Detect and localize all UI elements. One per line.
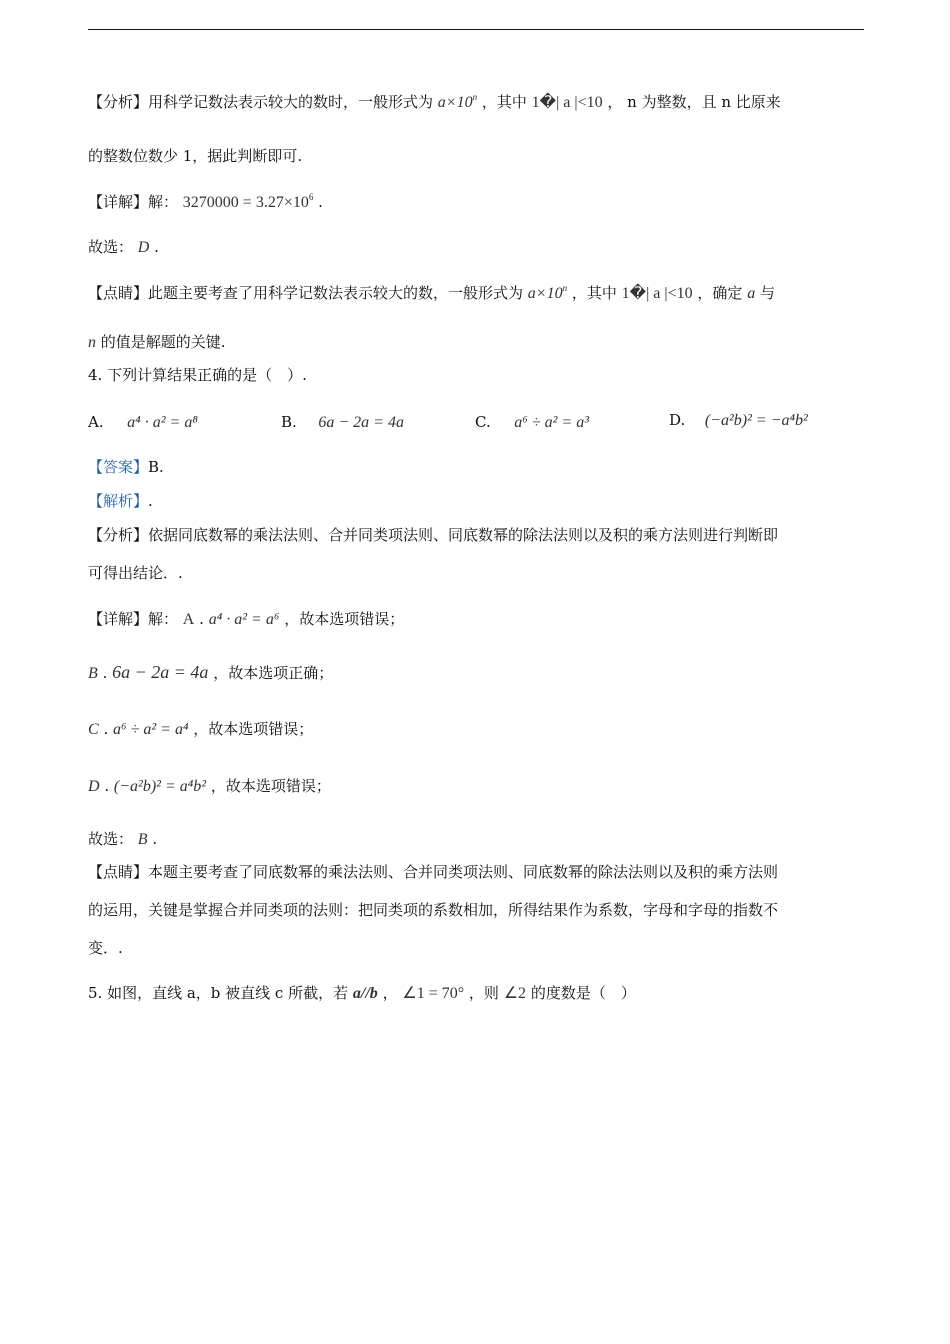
option-c-label: C. xyxy=(475,413,491,431)
q4-detail-d: D . (−a²b)² = a⁴b² ，故本选项错误； xyxy=(88,777,331,795)
detail-b-text: ，故本选项正确； xyxy=(213,664,334,682)
detail-a-text: ，故本选项错误； xyxy=(284,610,405,628)
tip-text: 【点睛】此题主要考查了用科学记数法表示较大的数，一般形式为 xyxy=(88,284,524,302)
detail-a-expr: a⁴ · a² = a⁶ xyxy=(208,611,280,628)
formula-a: a xyxy=(747,285,756,302)
tip-line-2-text: 的值是解题的关键. xyxy=(100,333,226,351)
detail-line xyxy=(88,192,323,213)
analysis-text: 【分析】用科学记数法表示较大的数时，一般形式为 xyxy=(88,93,434,111)
tip-line-1 xyxy=(88,283,775,304)
detail-c-expr: a⁶ ÷ a² = a⁴ xyxy=(113,721,189,738)
formula-abs-a-range: 1�| a |<10 xyxy=(531,94,603,111)
analysis-label-post: . xyxy=(148,492,153,510)
detail-b-expr: 6a − 2a = 4a xyxy=(112,662,209,682)
option-d xyxy=(669,410,808,431)
detail-post: . xyxy=(318,193,323,211)
choose-post: . xyxy=(154,238,159,256)
option-a-expr: a⁴ · a² = a⁸ xyxy=(127,414,198,431)
formula-a-times-10n: $a\times 10^n$ xyxy=(437,92,478,111)
tip-mid2: ，确定 xyxy=(697,284,743,302)
q4-analysis-line-1: 【分析】依据同底数幂的乘法法则、合并同类项法则、同底数幂的除法法则以及积的乘方法则进行判断即 xyxy=(88,526,779,544)
formula-scientific: $3270000 = 3.27\times 10^6$ xyxy=(182,192,314,211)
q4-tip-line-1: 【点睛】本题主要考查了同底数幂的乘法法则、合并同类项法则、同底数幂的除法法则以及积的乘方法则 xyxy=(88,863,779,881)
option-d-label: D. xyxy=(669,411,686,429)
option-b xyxy=(281,412,404,433)
q5-post: 的度数是（ ） xyxy=(530,984,636,1002)
option-d-expr: (−a²b)² = −a⁴b² xyxy=(704,412,808,429)
header-rule xyxy=(88,29,864,30)
answer-label: 【答案】 xyxy=(88,458,149,476)
detail-b-label: B xyxy=(88,665,98,682)
tip-line-2 xyxy=(88,332,226,353)
analysis-label: 【解析】 xyxy=(88,492,149,510)
q4-tip-line-3: 变．. xyxy=(88,939,123,957)
q4-analysis-line-2: 可得出结论．. xyxy=(88,564,183,582)
option-a xyxy=(88,412,198,433)
option-c-expr: a⁶ ÷ a² = a³ xyxy=(514,414,590,431)
answer-value: B. xyxy=(148,458,164,476)
q5-mid2: ，则 xyxy=(468,984,499,1002)
q4-choose-answer: B xyxy=(137,831,148,848)
question-5-stem xyxy=(88,983,636,1004)
question-4-stem: 4. 下列计算结果正确的是（ ）. xyxy=(88,366,307,384)
q4-tip-line-2: 的运用，关键是掌握合并同类项的法则：把同类项的系数相加，所得结果作为系数，字母和字母的指数不 xyxy=(88,901,779,919)
analysis-line-1 xyxy=(88,92,781,113)
q5-pre: 5. 如图，直线 a，b 被直线 c 所截，若 xyxy=(88,984,349,1002)
choose-label: 故选： xyxy=(88,238,134,256)
option-b-label: B. xyxy=(281,413,297,431)
analysis-label-line xyxy=(88,491,153,511)
detail-c-label: C xyxy=(88,721,99,738)
formula-n: n xyxy=(88,334,96,351)
q4-detail-b: B . 6a − 2a = 4a ，故本选项正确； xyxy=(88,662,334,682)
analysis-mid: ，其中 xyxy=(481,93,527,111)
detail-a-label: A xyxy=(182,611,195,628)
formula-abs-a-range: 1�| a |<10 xyxy=(621,285,693,302)
option-b-expr: 6a − 2a = 4a xyxy=(318,414,404,431)
answer-line xyxy=(88,457,164,477)
formula-a-times-10n: $a\times 10^n$ xyxy=(527,283,568,302)
option-c xyxy=(475,412,589,433)
q5-mid: ， xyxy=(382,984,398,1002)
formula-a-parallel-b: a//b xyxy=(352,985,378,1002)
tip-post: 与 xyxy=(759,284,775,302)
q4-detail-a: 【详解】解： A . a⁴ · a² = a⁶ ，故本选项错误； xyxy=(88,610,405,628)
detail-c-text: ，故本选项错误； xyxy=(193,720,314,738)
analysis-post: ， n 为整数，且 n 比原来 xyxy=(607,93,781,111)
q4-detail-c: C . a⁶ ÷ a² = a⁴ ，故本选项错误； xyxy=(88,720,314,738)
detail-d-label: D xyxy=(88,778,100,795)
choose-line-q4 xyxy=(88,829,157,850)
detail-d-expr: (−a²b)² = a⁴b² xyxy=(113,778,207,795)
formula-angle-2: ∠2 xyxy=(503,985,527,1002)
q4-choose-post: . xyxy=(152,830,158,848)
formula-angle-1: ∠1 = 70° xyxy=(402,985,465,1002)
tip-mid: ，其中 xyxy=(571,284,617,302)
option-a-label: A. xyxy=(88,413,104,431)
analysis-line-2: 的整数位数少 1，据此判断即可. xyxy=(88,147,303,165)
q4-choose-label: 故选： xyxy=(88,830,134,848)
detail-label: 【详解】解： xyxy=(88,193,179,211)
detail-d-text: ，故本选项错误； xyxy=(210,777,331,795)
q4-detail-label: 【详解】解： xyxy=(88,610,179,628)
choose-line-q3 xyxy=(88,237,159,258)
choose-answer: D xyxy=(137,239,150,256)
